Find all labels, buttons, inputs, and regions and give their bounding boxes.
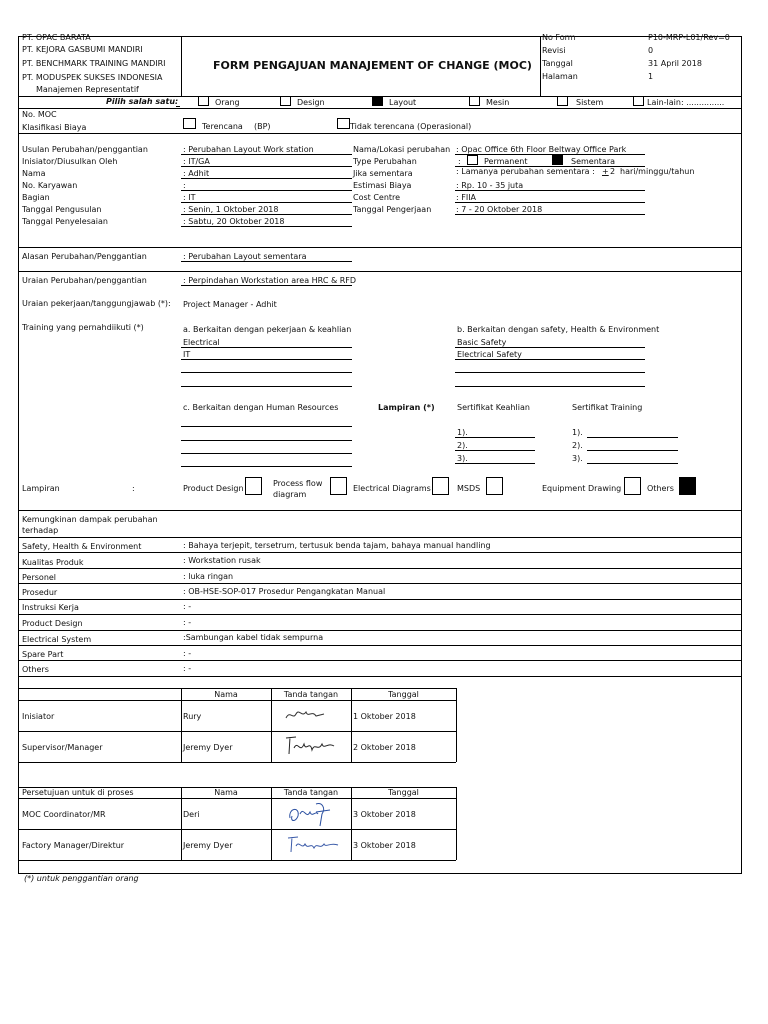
checkbox-process-flow[interactable]: [330, 477, 347, 495]
sign-date: 1 Oktober 2018: [353, 712, 416, 721]
lampiran-label: Lampiran: [22, 484, 60, 493]
impact-label: Prosedur: [22, 588, 58, 597]
field-value: : Senin, 1 Oktober 2018: [183, 205, 279, 214]
terencana-label: Terencana: [202, 122, 243, 131]
impact-label: Kualitas Produk: [22, 558, 84, 567]
alasan-value: : Perubahan Layout sementara: [183, 252, 307, 261]
change-type-label: Pilih salah satu:: [106, 97, 179, 106]
field-value: : IT: [183, 193, 196, 202]
field-value: :: [183, 181, 186, 190]
option-label: Design: [297, 98, 325, 107]
signer-role: Supervisor/Manager: [22, 743, 103, 752]
checkbox-mesin[interactable]: [469, 96, 480, 106]
company-name: PT. KEJORA GASBUMI MANDIRI: [22, 45, 143, 54]
company-name: PT. OPAC BARATA: [22, 33, 91, 42]
impact-value: : OB-HSE-SOP-017 Prosedur Pengangkatan Manual: [183, 587, 386, 596]
checkbox-orang[interactable]: [198, 96, 209, 106]
lokasi-value: : Opac Office 6th Floor Beltway Office Park: [456, 145, 627, 154]
sertifikat-keahlian-label: Sertifikat Keahlian: [457, 403, 530, 412]
cert-num: 1).: [457, 428, 468, 437]
training-b-item: Electrical Safety: [457, 350, 522, 359]
lokasi-label: Nama/Lokasi perubahan: [353, 145, 451, 154]
checkbox-others[interactable]: [679, 477, 696, 495]
cert-num: 3).: [457, 454, 468, 463]
signature-jeremy: [282, 734, 342, 758]
company-name: PT. BENCHMARK TRAINING MANDIRI: [22, 59, 166, 68]
field-label: No. Karyawan: [22, 181, 78, 190]
electrical-diagrams-label: Electrical Diagrams: [353, 484, 431, 493]
option-label: Orang: [215, 98, 240, 107]
meta-label: Halaman: [542, 72, 578, 81]
process-flow-label-2: diagram: [273, 490, 307, 499]
approval-title: Persetujuan untuk di proses: [22, 788, 134, 797]
jika-label: Jika sementara: [353, 169, 413, 178]
pekerjaan-value: Project Manager - Adhit: [183, 300, 277, 309]
form-title: FORM PENGAJUAN MANAJEMENT OF CHANGE (MOC): [213, 59, 532, 72]
impact-value: : -: [183, 664, 192, 673]
field-label: Bagian: [22, 193, 50, 202]
impact-value: : luka ringan: [183, 572, 234, 581]
signer-name: Jeremy Dyer: [183, 841, 233, 850]
impact-value: :Sambungan kabel tidak sempurna: [183, 633, 324, 642]
checkbox-msds[interactable]: [486, 477, 503, 495]
equipment-drawing-label: Equipment Drawing: [542, 484, 622, 493]
option-label: Sistem: [576, 98, 604, 107]
others-label: Others: [647, 484, 674, 493]
lampiran-heading: Lampiran (*): [378, 403, 435, 412]
sertifikat-training-label: Sertifikat Training: [572, 403, 643, 412]
impact-label: Product Design: [22, 619, 83, 628]
duration-value: 2: [610, 167, 616, 176]
meta-label: Revisi: [542, 46, 566, 55]
impact-value: : -: [183, 618, 192, 627]
field-value: : Adhit: [183, 169, 210, 178]
bp-label: (BP): [254, 122, 271, 131]
training-b-title: b. Berkaitan dengan safety, Health & Environment: [457, 325, 660, 334]
impact-value: : -: [183, 602, 192, 611]
col-header-tanggal: Tanggal: [388, 788, 419, 797]
impact-value: : Workstation rusak: [183, 556, 261, 565]
cert-num: 2).: [457, 441, 468, 450]
checkbox-design[interactable]: [280, 96, 291, 106]
field-label: Tanggal Pengusulan: [22, 205, 102, 214]
impact-label: Electrical System: [22, 635, 92, 644]
meta-value: P10-MRP-L01/Rev=0: [648, 33, 730, 42]
sign-date: 3 Oktober 2018: [353, 810, 416, 819]
meta-label: No Form: [542, 33, 576, 42]
field-value: : Sabtu, 20 Oktober 2018: [183, 217, 285, 226]
checkbox-equipment-drawing[interactable]: [624, 477, 641, 495]
signer-role: Factory Manager/Direktur: [22, 841, 125, 850]
impact-value: : -: [183, 649, 192, 658]
col-header-tanda-tangan: Tanda tangan: [283, 690, 339, 699]
col-header-nama: Nama: [214, 788, 238, 797]
company-name: PT. MODUSPEK SUKSES INDONESIA: [22, 73, 163, 82]
sementara-label: Sementara: [571, 157, 616, 166]
signature-deri: [286, 800, 336, 828]
training-a-item: Electrical: [183, 338, 220, 347]
footnote: (*) untuk penggantian orang: [24, 874, 139, 883]
option-label: Lain-lain: ...............: [647, 98, 725, 107]
training-a-item: IT: [183, 350, 191, 359]
alasan-label: Alasan Perubahan/Penggantian: [22, 252, 147, 261]
uraian-label: Uraian Perubahan/penggantian: [22, 276, 147, 285]
checkbox-layout[interactable]: [372, 96, 383, 106]
product-design-label: Product Design: [183, 484, 244, 493]
process-flow-label: Process flow: [273, 479, 323, 488]
impact-value: : Bahaya terjepit, tersetrum, tertusuk benda tajam, bahaya manual handling: [183, 541, 491, 550]
pengerjaan-label: Tanggal Pengerjaan: [353, 205, 432, 214]
klasifikasi-label: Klasifikasi Biaya: [22, 123, 87, 132]
signature-jeremy-2: [284, 834, 344, 854]
cert-num: 2).: [572, 441, 583, 450]
cert-num: 1).: [572, 428, 583, 437]
checkbox-sistem[interactable]: [557, 96, 568, 106]
signer-role: MOC Coordinator/MR: [22, 810, 106, 819]
impact-heading-2: terhadap: [22, 526, 59, 535]
uraian-value: : Perpindahan Workstation area HRC & RFD: [183, 276, 357, 285]
checkbox-product-design[interactable]: [245, 477, 262, 495]
cost-centre-value: : FIIA: [456, 193, 477, 202]
field-label: Usulan Perubahan/penggantian: [22, 145, 148, 154]
permanent-label: Permanent: [484, 157, 528, 166]
impact-label: Others: [22, 665, 49, 674]
signer-name: Rury: [183, 712, 202, 721]
cost-centre-label: Cost Centre: [353, 193, 401, 202]
field-label: Nama: [22, 169, 46, 178]
company-name: Manajemen Representatif: [36, 85, 139, 94]
training-c-title: c. Berkaitan dengan Human Resources: [183, 403, 339, 412]
signer-role: Inisiator: [22, 712, 55, 721]
duration-unit: hari/minggu/tahun: [620, 167, 695, 176]
training-b-item: Basic Safety: [457, 338, 507, 347]
checkbox-tidak-terencana[interactable]: [337, 118, 350, 129]
option-label: Mesin: [486, 98, 510, 107]
lamanya-label: : Lamanya perubahan sementara :: [456, 167, 595, 176]
impact-label: Personel: [22, 573, 57, 582]
checkbox-permanent[interactable]: [467, 155, 478, 165]
signer-name: Deri: [183, 810, 200, 819]
training-a-title: a. Berkaitan dengan pekerjaan & keahlian: [183, 325, 352, 334]
field-label: Inisiator/Diusulkan Oleh: [22, 157, 118, 166]
sign-date: 3 Oktober 2018: [353, 841, 416, 850]
col-header-tanda-tangan: Tanda tangan: [283, 788, 339, 797]
msds-label: MSDS: [457, 484, 481, 493]
field-label: Tanggal Penyelesaian: [22, 217, 108, 226]
tidak-terencana-label: Tidak terencana (Operasional): [350, 122, 472, 131]
cert-num: 3).: [572, 454, 583, 463]
pekerjaan-label: Uraian pekerjaan/tanggungjawab (*):: [22, 299, 171, 308]
impact-label: Spare Part: [22, 650, 64, 659]
pengerjaan-value: : 7 - 20 Oktober 2018: [456, 205, 543, 214]
signer-name: Jeremy Dyer: [183, 743, 233, 752]
type-label: Type Perubahan: [353, 157, 417, 166]
meta-value: 31 April 2018: [648, 59, 702, 68]
col-header-nama: Nama: [214, 690, 238, 699]
estimasi-value: : Rp. 10 - 35 juta: [456, 181, 524, 190]
sign-date: 2 Oktober 2018: [353, 743, 416, 752]
meta-label: Tanggal: [542, 59, 573, 68]
signature-rury: [284, 706, 332, 722]
no-moc-label: No. MOC: [22, 110, 57, 119]
checkbox-electrical-diagrams[interactable]: [432, 477, 449, 495]
estimasi-label: Estimasi Biaya: [353, 181, 412, 190]
field-value: : IT/GA: [183, 157, 210, 166]
option-label: Layout: [389, 98, 417, 107]
impact-label: Instruksi Kerja: [22, 603, 79, 612]
meta-value: 1: [648, 72, 654, 81]
col-header-tanggal: Tanggal: [388, 690, 419, 699]
training-label: Training yang pernahdiikuti (*): [22, 323, 144, 332]
impact-label: Safety, Health & Environment: [22, 542, 142, 551]
checkbox-lain-lain[interactable]: [633, 96, 644, 106]
impact-heading: Kemungkinan dampak perubahan: [22, 515, 158, 524]
checkbox-sementara[interactable]: [552, 155, 563, 165]
checkbox-terencana[interactable]: [183, 118, 196, 129]
field-value: : Perubahan Layout Work station: [183, 145, 314, 154]
plus-minus: +: [602, 167, 609, 176]
meta-value: 0: [648, 46, 654, 55]
